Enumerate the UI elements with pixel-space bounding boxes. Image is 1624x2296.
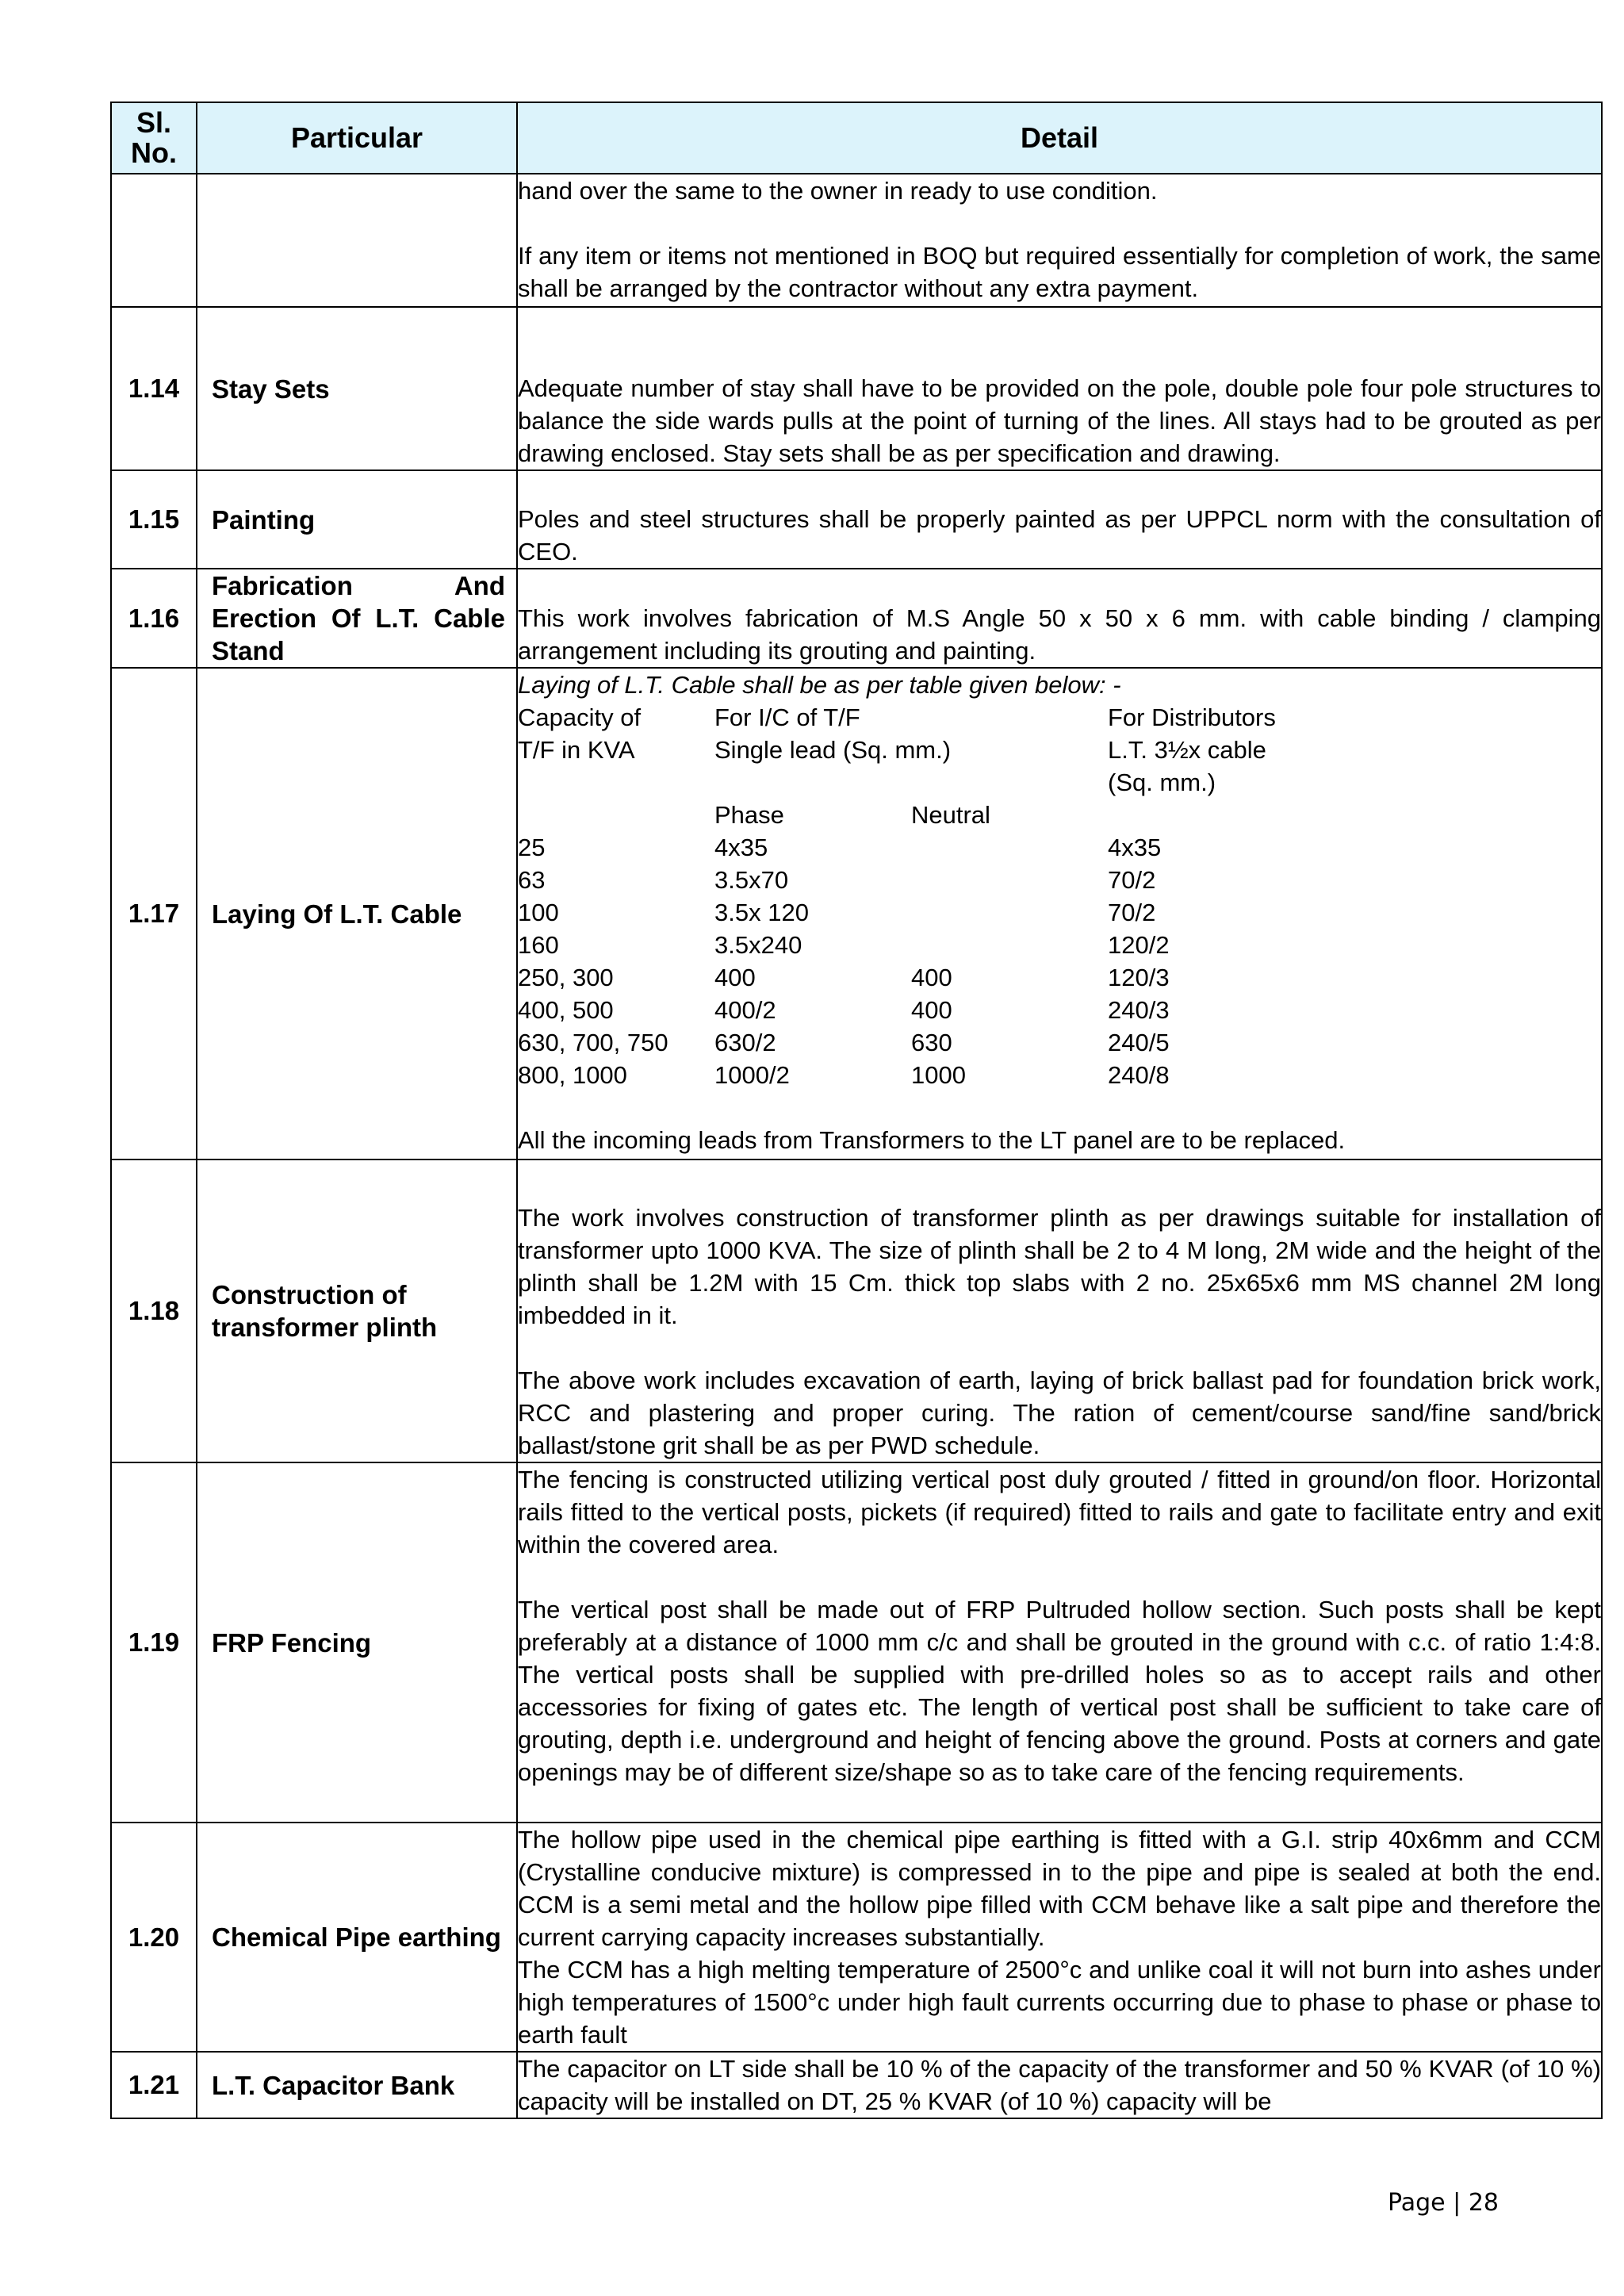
cable-head: Neutral (911, 801, 990, 829)
cable-head: T/F in KVA (518, 736, 635, 764)
cable-head: Capacity of (518, 703, 642, 731)
row-sl: 1.17 (111, 668, 197, 1159)
row-sl (111, 174, 197, 307)
cable-cell: 630, 700, 750 (518, 1029, 668, 1056)
cable-cell: 70/2 (1108, 899, 1156, 926)
table-row (111, 1462, 1602, 1823)
cable-cell: 240/3 (1108, 996, 1170, 1024)
table-row (111, 2052, 1602, 2118)
row-detail (517, 1823, 1602, 2052)
cable-cell: 400 (714, 964, 756, 991)
cable-cell: 400 (911, 964, 952, 991)
cable-cell: 63 (518, 866, 546, 894)
cable-cell (911, 864, 1108, 896)
cable-head-row (518, 799, 1601, 831)
cable-cell: 3.5x240 (714, 931, 802, 959)
header-particular: Particular (197, 102, 517, 174)
cable-cell: 3.5x70 (714, 866, 789, 894)
row-particular: Chemical Pipe earthing (197, 1823, 517, 2052)
detail-paragraph: The CCM has a high melting temperature of 2500°c and unlike coal it will not burn into ashes under high temperatures of 1500°c under high fault currents occurring due to phase to phase or phase to earth fault (518, 1956, 1601, 2049)
row-sl: 1.19 (111, 1462, 197, 1823)
header-sl-no: Sl. No. (111, 102, 197, 174)
cable-cell: 160 (518, 931, 559, 959)
cable-head: For I/C of T/F (714, 703, 860, 731)
cable-head-row (518, 734, 1601, 766)
row-particular: Laying Of L.T. Cable (197, 668, 517, 1159)
cable-table-row (518, 1059, 1601, 1091)
detail-paragraph: Poles and steel structures shall be properly painted as per UPPCL norm with the consultation of CEO. (518, 505, 1601, 565)
row-particular: L.T. Capacitor Bank (197, 2052, 517, 2118)
row-sl: 1.16 (111, 569, 197, 668)
row-detail (517, 668, 1602, 1159)
cable-cell: 120/2 (1108, 931, 1170, 959)
row-particular (197, 569, 517, 668)
cable-intro: Laying of L.T. Cable shall be as per table given below: - (518, 671, 1121, 699)
cable-cell: 120/3 (1108, 964, 1170, 991)
detail-paragraph: The above work includes excavation of earth, laying of brick ballast pad for foundation brick work, RCC and plastering and proper curing. The ration of cement/course sand/fine sand/brick ballast/stone grit shall be as per PWD schedule. (518, 1366, 1601, 1459)
table-row (111, 470, 1602, 569)
detail-paragraph: The work involves construction of transformer plinth as per drawings suitable for installation of transformer upto 1000 KVA. The size of plinth shall be 2 to 4 M long, 2M wide and the height of the plinth shall be 1.2M with 15 Cm. thick top slabs with 2 no. 25x65x6 mm MS channel 2M long imbedded in it. (518, 1204, 1601, 1329)
cable-cell: 240/5 (1108, 1029, 1170, 1056)
table-row (111, 307, 1602, 470)
header-detail: Detail (517, 102, 1602, 174)
row-detail (517, 1159, 1602, 1462)
cable-head: Phase (714, 801, 784, 829)
cable-table-row (518, 831, 1601, 864)
cable-cell: 240/8 (1108, 1061, 1170, 1089)
cable-cell (911, 896, 1108, 929)
cable-head-row (518, 766, 1601, 799)
cable-cell (911, 831, 1108, 864)
cable-cell: 1000 (911, 1061, 966, 1089)
row-sl: 1.15 (111, 470, 197, 569)
cable-table-row (518, 1026, 1601, 1059)
cable-cell: 630 (911, 1029, 952, 1056)
detail-paragraph: If any item or items not mentioned in BOQ but required essentially for completion of work, the same shall be arranged by the contractor without any extra payment. (518, 242, 1601, 302)
detail-paragraph: This work involves fabrication of M.S Angle 50 x 50 x 6 mm. with cable binding / clamping arrangement including its grouting and painting. (518, 604, 1601, 665)
row-detail (517, 2052, 1602, 2118)
row-detail (517, 307, 1602, 470)
cable-table-row (518, 896, 1601, 929)
page-number: Page | 28 (1388, 2189, 1499, 2217)
cable-cell: 400/2 (714, 996, 776, 1024)
detail-paragraph: The capacitor on LT side shall be 10 % of the capacity of the transformer and 50 % KVAR (of 10 %) capacity will be installed on DT, 25 % KVAR (of 10 %) capacity will be (518, 2055, 1601, 2115)
cable-table-row (518, 864, 1601, 896)
cable-head: L.T. 3½x cable (1108, 736, 1266, 764)
row-detail (517, 569, 1602, 668)
table-row (111, 174, 1602, 307)
row-sl: 1.18 (111, 1159, 197, 1462)
cable-cell: 4x35 (1108, 834, 1162, 861)
cable-head-row (518, 701, 1601, 734)
table-header-row (111, 102, 1602, 174)
cable-cell: 70/2 (1108, 866, 1156, 894)
detail-paragraph: The vertical post shall be made out of FRP Pultruded hollow section. Such posts shall be kept preferably at a distance of 1000 mm c/c and shall be grouted in the ground with c.c. of ratio 1:4:8. The vertical posts shall be supplied with pre-drilled holes so as to accept rails and other accessories for fixing of gates etc. The length of vertical post shall be sufficient to take care of grouting, depth i.e. underground and height of fencing above the ground. Posts at corners and gate openings may be of different size/shape so as to take care of the fencing requirements. (518, 1596, 1601, 1786)
cable-cell: 100 (518, 899, 559, 926)
row-particular: Construction of transformer plinth (197, 1159, 517, 1462)
row-detail (517, 1462, 1602, 1823)
cable-head: (Sq. mm.) (1108, 769, 1216, 796)
cable-cell: 3.5x 120 (714, 899, 809, 926)
row-sl: 1.20 (111, 1823, 197, 2052)
cable-cell: 800, 1000 (518, 1061, 627, 1089)
cable-cell: 400 (911, 996, 952, 1024)
particular-text: Fabrication And Erection Of L.T. Cable Stand (212, 571, 505, 665)
cable-table-row (518, 961, 1601, 994)
table-row (111, 1159, 1602, 1462)
cable-cell: 250, 300 (518, 964, 614, 991)
table-row (111, 668, 1602, 1159)
cable-cell: 400, 500 (518, 996, 614, 1024)
cable-outro: All the incoming leads from Transformers to the LT panel are to be replaced. (518, 1126, 1346, 1154)
table-row (111, 569, 1602, 668)
row-particular: FRP Fencing (197, 1462, 517, 1823)
cable-cell: 25 (518, 834, 546, 861)
detail-paragraph: hand over the same to the owner in ready to use condition. (518, 177, 1158, 205)
cable-table (518, 701, 1601, 1091)
cable-head: For Distributors (1108, 703, 1276, 731)
cable-cell (911, 929, 1108, 961)
detail-paragraph: The fencing is constructed utilizing vertical post duly grouted / fitted in ground/on floor. Horizontal rails fitted to the vertical posts, pickets (if required) fitted to rails and gate to facilitate entry and exit within the covered area. (518, 1466, 1601, 1558)
cable-table-row (518, 994, 1601, 1026)
row-particular (197, 174, 517, 307)
cable-cell: 1000/2 (714, 1061, 790, 1089)
cable-table-row (518, 929, 1601, 961)
specification-table (110, 102, 1603, 2119)
row-detail (517, 470, 1602, 569)
row-sl: 1.14 (111, 307, 197, 470)
row-sl: 1.21 (111, 2052, 197, 2118)
table-row (111, 1823, 1602, 2052)
cable-head: Single lead (Sq. mm.) (714, 736, 952, 764)
row-particular: Stay Sets (197, 307, 517, 470)
cable-cell: 4x35 (714, 834, 768, 861)
cable-cell: 630/2 (714, 1029, 776, 1056)
detail-paragraph: The hollow pipe used in the chemical pipe earthing is fitted with a G.I. strip 40x6mm and CCM (Crystalline conducive mixture) is compressed in to the pipe and pipe is sealed at both the end. CCM is a semi metal and the hollow pipe filled with CCM behave like a salt pipe and therefore the current carrying capacity increases substantially. (518, 1826, 1601, 1951)
row-particular: Painting (197, 470, 517, 569)
detail-paragraph: Adequate number of stay shall have to be provided on the pole, double pole four pole structures to balance the side wards pulls at the point of turning of the lines. All stays had to be grouted as per drawing enclosed. Stay sets shall be as per specification and drawing. (518, 374, 1601, 467)
row-detail (517, 174, 1602, 307)
